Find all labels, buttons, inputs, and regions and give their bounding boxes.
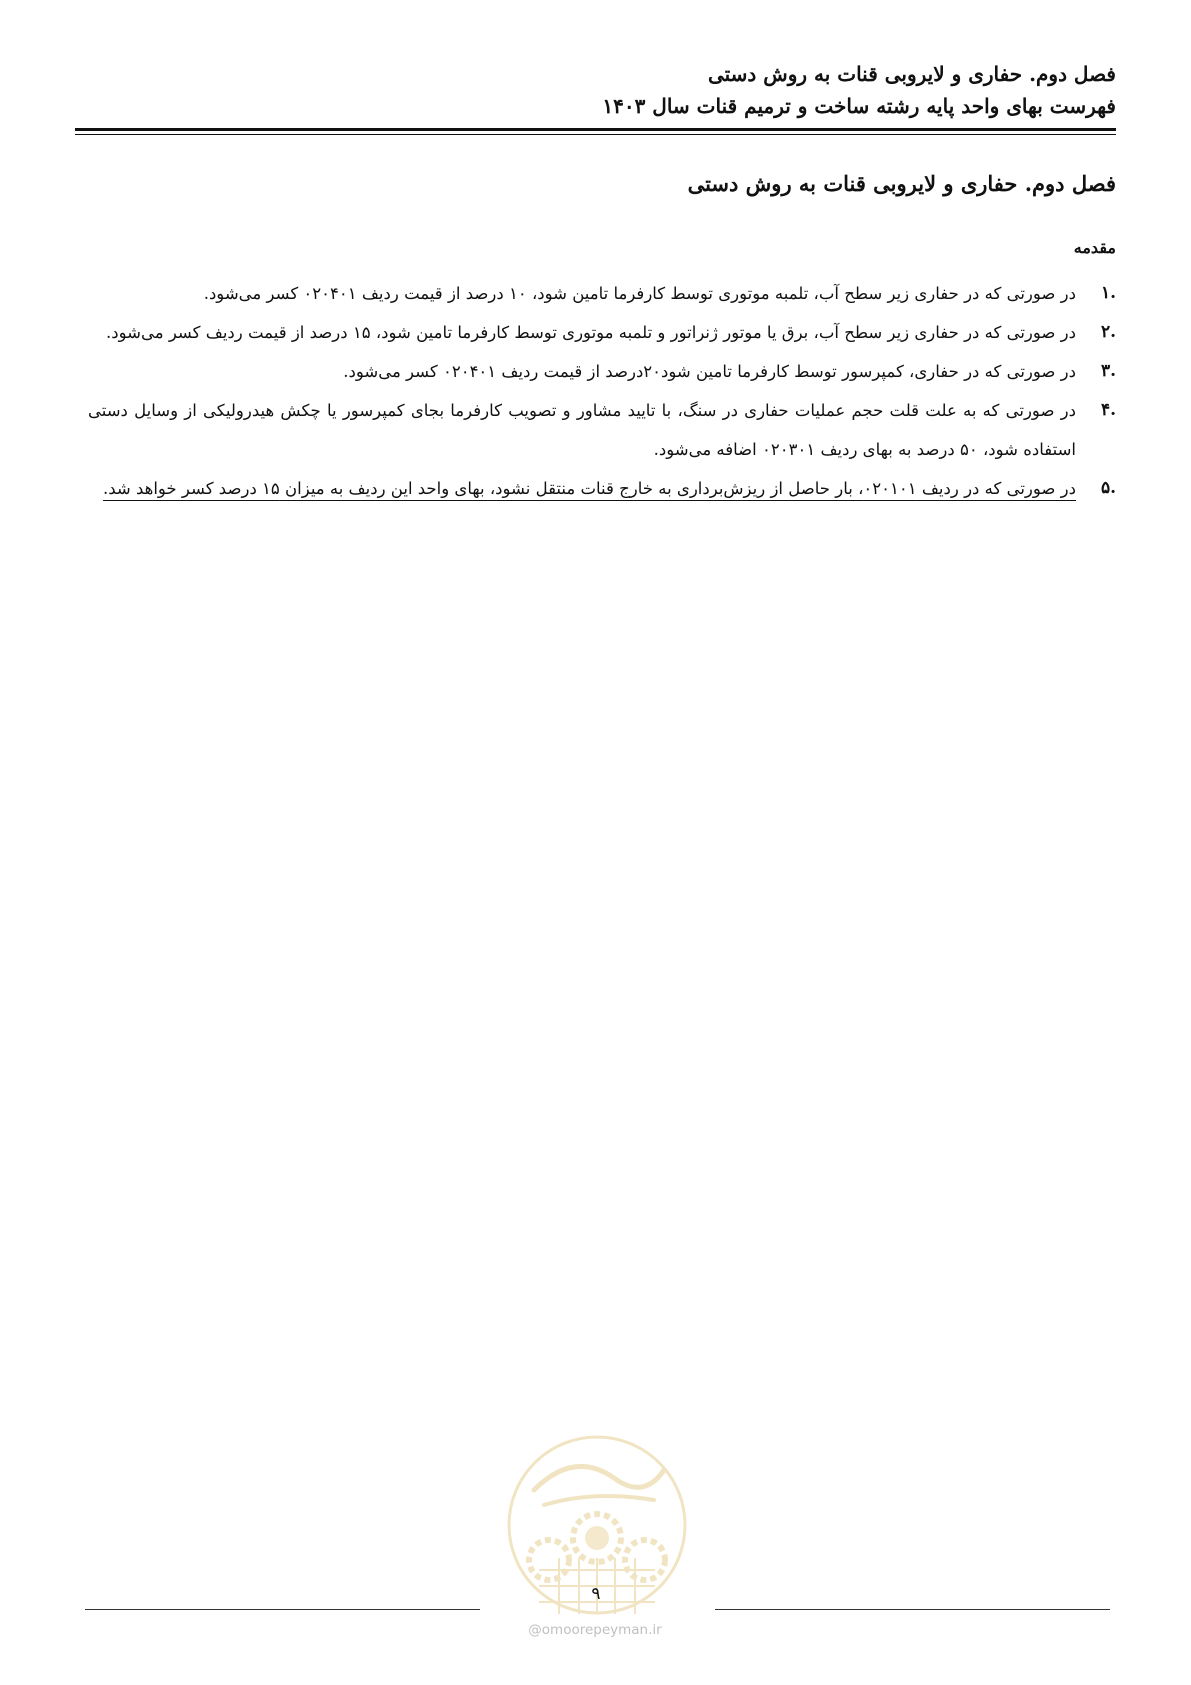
page-number: ۹ [591,1584,601,1604]
footer-website: @omoorepeyman.ir [528,1622,662,1638]
list-item-text: در صورتی که در حفاری زیر سطح آب، برق یا موتور ژنراتور و تلمبه موتوری توسط کارفرما تامین شود، ۱۵ درصد از قیمت ردیف کسر می‌شود. [106,323,1076,342]
list-item [88,313,1116,352]
running-header [75,58,1116,122]
header-rule-thick [75,128,1116,131]
list-item [88,391,1116,469]
footer-rule-right [715,1609,1110,1610]
footer-rule-left [85,1609,480,1610]
list-item-text: در صورتی که در حفاری، کمپرسور توسط کارفرما تامین شود۲۰درصد از قیمت ردیف ۰۲۰۴۰۱ کسر می‌شود. [343,362,1076,381]
list-item-number: .۲ [1100,322,1116,342]
chapter-title: فصل دوم. حفاری و لایروبی قنات به روش دستی [687,171,1116,196]
list-item-number: .۴ [1100,400,1116,420]
section-heading: مقدمه [1073,238,1116,257]
list-item-number: .۱ [1100,283,1116,303]
list-item-text: در صورتی که در ردیف ۰۲۰۱۰۱، بار حاصل از ریزش‌برداری به خارج قنات منتقل نشود، بهای واحد این ردیف به میزان ۱۵ درصد کسر خواهد شد. [102,479,1076,498]
header-chapter-line: فصل دوم. حفاری و لایروبی قنات به روش دستی [707,62,1116,86]
list-item-number: .۳ [1100,361,1116,381]
list-item [88,274,1116,313]
list-item-underlined [88,469,1116,508]
header-rule-thin [75,134,1116,135]
rules-list [88,274,1116,508]
list-item [88,352,1116,391]
list-item-text: در صورتی که به علت قلت حجم عملیات حفاری در سنگ، با تایید مشاور و تصویب کارفرما بجای کمپرسور یا چکش هیدرولیکی از وسایل دستی استفاده شود، ۵۰ درصد به بهای ردیف ۰۲۰۳۰۱ اضافه می‌شود. [88,401,1076,459]
list-item-number: .۵ [1100,478,1116,498]
list-item-text: در صورتی که در حفاری زیر سطح آب، تلمبه موتوری توسط کارفرما تامین شود، ۱۰ درصد از قیمت ردیف ۰۲۰۴۰۱ کسر می‌شود. [203,284,1076,303]
header-catalog-line: فهرست بهای واحد پایه رشته ساخت و ترمیم قنات سال ۱۴۰۳ [602,94,1116,118]
